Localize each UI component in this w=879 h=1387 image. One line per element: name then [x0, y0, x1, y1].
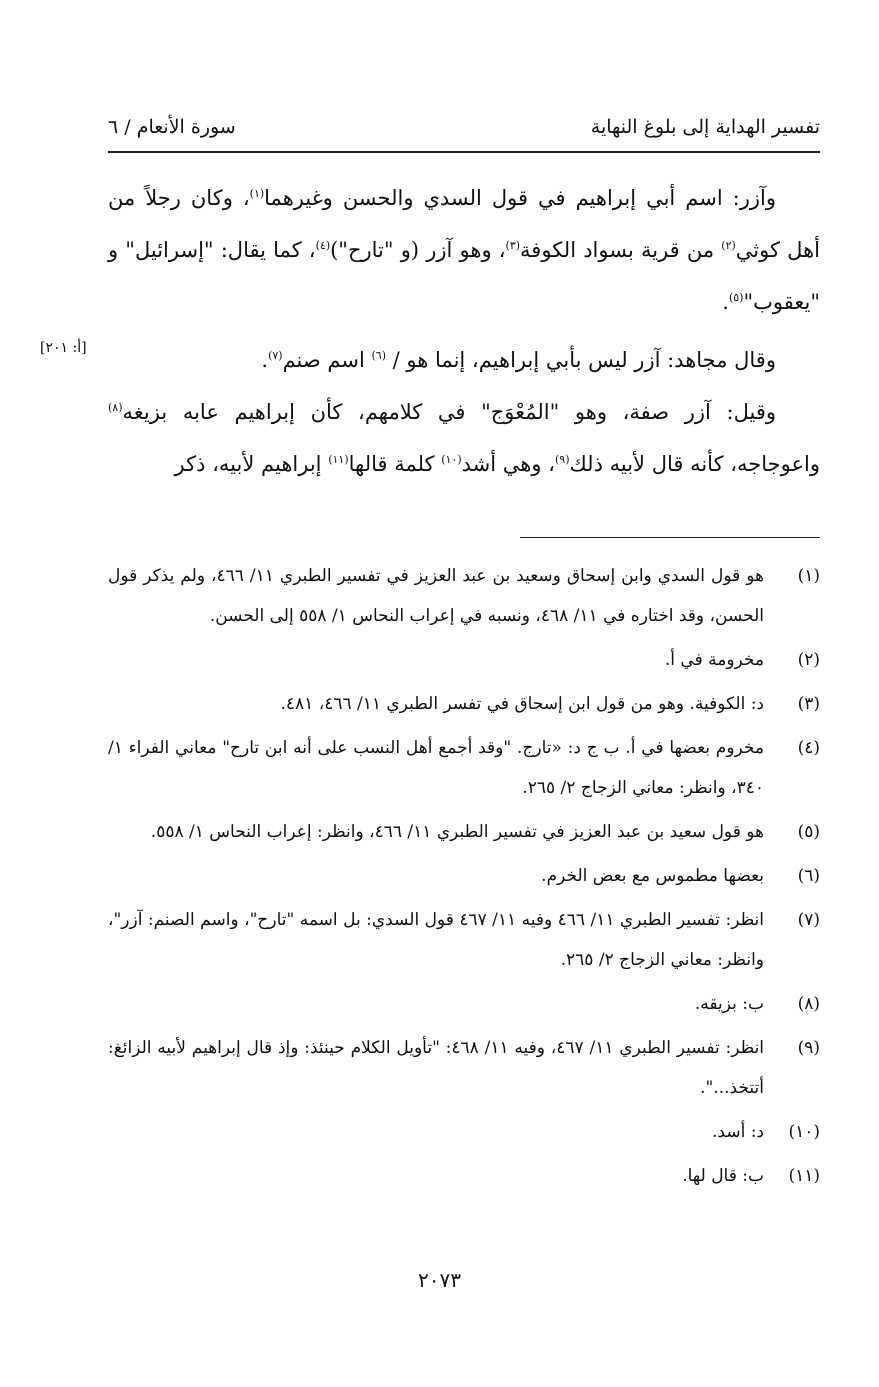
footnote-number: (١) [797, 566, 820, 586]
paragraph-3 [108, 386, 820, 490]
footnote-number: (٤) [797, 738, 820, 758]
footnote-number: (٨) [797, 994, 820, 1014]
footnote-number: (٩) [797, 1038, 820, 1058]
footnote-ref-4: (٤) [315, 239, 331, 252]
paragraph-2-part: . [261, 348, 269, 372]
footnote-ref-8: (٨) [108, 401, 123, 414]
paragraph-1-part: من قرية بسواد الكوفة [520, 238, 722, 262]
footnote-ref-7: (٧) [268, 349, 283, 362]
paragraph-3-part: كلمة قالها [348, 452, 442, 476]
paragraph-1 [108, 172, 820, 328]
footnote-number: (١١) [788, 1166, 820, 1186]
footnote-ref-5: (٥) [728, 291, 744, 304]
footnote-ref-11: (١١) [328, 453, 349, 466]
book-title: تفسير الهداية إلى بلوغ النهاية [590, 116, 820, 138]
main-text [108, 172, 820, 490]
footnote-text: مخروم بعضها في أ. ب ج د: «تارج. "وقد أجمع أهل النسب على أنه ابن تارح" معاني الفراء ١/ ٣٤٠، وانظر: معاني الزجاج ٢/ ٢٦٥. [108, 738, 764, 798]
paragraph-1-part: ، وكان رجلاً من أهل كوثي [108, 186, 820, 262]
footnote-text: ب: بزيقه. [694, 994, 764, 1014]
footnote-number: (١٠) [788, 1122, 820, 1142]
footnote-text: هو قول سعيد بن عبد العزيز في تفسير الطبري ١١/ ٤٦٦، وانظر: إعراب النحاس ١/ ٥٥٨. [150, 822, 764, 842]
paragraph-3-part: واعوجاجه، كأنه قال لأبيه ذلك [569, 452, 820, 476]
footnote-2 [108, 640, 820, 680]
footnote-ref-3: (٣) [505, 239, 521, 252]
paragraph-1-part: ، وهو آزر (و "تارح") [330, 238, 506, 262]
footnote-10 [108, 1112, 820, 1152]
page-number: ٢٠٧٣ [418, 1268, 461, 1292]
footnote-ref-6: (٦) [371, 349, 386, 362]
footnote-text: هو قول السدي وابن إسحاق وسعيد بن عبد العزيز في تفسير الطبري ١١/ ٤٦٦، ولم يذكر قول الحسن، وقد اختاره في ١١/ ٤٦٨، ونسبه في إعراب النحاس ١/ ٥٥٨ إلى الحسن. [108, 566, 764, 626]
footnote-number: (٧) [797, 910, 820, 930]
footnote-3 [108, 684, 820, 724]
header-rule [108, 151, 820, 153]
footnotes [108, 556, 820, 1200]
footnote-text: ب: قال لها. [682, 1166, 764, 1186]
footnote-text: انظر: تفسير الطبري ١١/ ٤٦٦ وفيه ١١/ ٤٦٧ قول السدي: بل اسمه "تارح"، واسم الصنم: آزر"، وانظر: معاني الزجاج ٢/ ٢٦٥. [108, 910, 764, 970]
footnote-text: انظر: تفسير الطبري ١١/ ٤٦٧، وفيه ١١/ ٤٦٨: "تأويل الكلام حينئذ: وإذ قال إبراهيم لأبيه الزائغ: أتتخذ...". [108, 1038, 765, 1098]
footnote-text: مخرومة في أ. [664, 650, 764, 670]
footnote-5 [108, 812, 820, 852]
surah-title: سورة الأنعام / ٦ [108, 116, 236, 138]
footnote-number: (٢) [797, 650, 820, 670]
footnote-ref-2: (٢) [721, 239, 736, 252]
footnote-text: بعضها مطموس مع بعض الخرم. [541, 866, 764, 886]
paragraph-3-part: إبراهيم لأبيه، ذكر [174, 452, 329, 476]
footnotes-rule [520, 537, 820, 538]
footnote-11 [108, 1156, 820, 1196]
footnote-1 [108, 556, 820, 636]
footnote-9 [108, 1028, 820, 1108]
footnote-ref-1: (١) [249, 187, 265, 200]
paragraph-3-part: وقيل: آزر صفة، وهو "المُعْوَج" في كلامهم، كأن إبراهيم عابه بزيغه [122, 400, 776, 424]
paragraph-3-part: ، وهي أشد [461, 452, 555, 476]
footnote-7 [108, 900, 820, 980]
footnote-6 [108, 856, 820, 896]
paragraph-1-part: ، كما يقال: "إسرائيل" و "يعقوب" [108, 238, 820, 314]
footnote-8 [108, 984, 820, 1024]
paragraph-2-part: وقال مجاهد: آزر ليس بأبي إبراهيم، إنما هو / [386, 348, 776, 372]
footnote-number: (٥) [797, 822, 820, 842]
running-header [108, 116, 820, 146]
footnote-4 [108, 728, 820, 808]
footnote-ref-10: (١٠) [441, 453, 462, 466]
footnote-number: (٦) [797, 866, 820, 886]
paragraph-2 [108, 334, 820, 386]
footnote-number: (٣) [797, 694, 820, 714]
paragraph-1-part: . [722, 290, 729, 314]
footnote-text: د: أسد. [712, 1122, 764, 1142]
footnote-ref-9: (٩) [554, 453, 570, 466]
paragraph-2-part: اسم صنم [282, 348, 372, 372]
paragraph-1-part: وآزر: اسم أبي إبراهيم في قول السدي والحسن وغيرهما [264, 186, 776, 210]
manuscript-margin-reference: [أ: ٢٠١] [40, 340, 87, 356]
footnote-text: د: الكوفية. وهو من قول ابن إسحاق في تفسر الطبري ١١/ ٤٦٦، ٤٨١. [280, 694, 764, 714]
